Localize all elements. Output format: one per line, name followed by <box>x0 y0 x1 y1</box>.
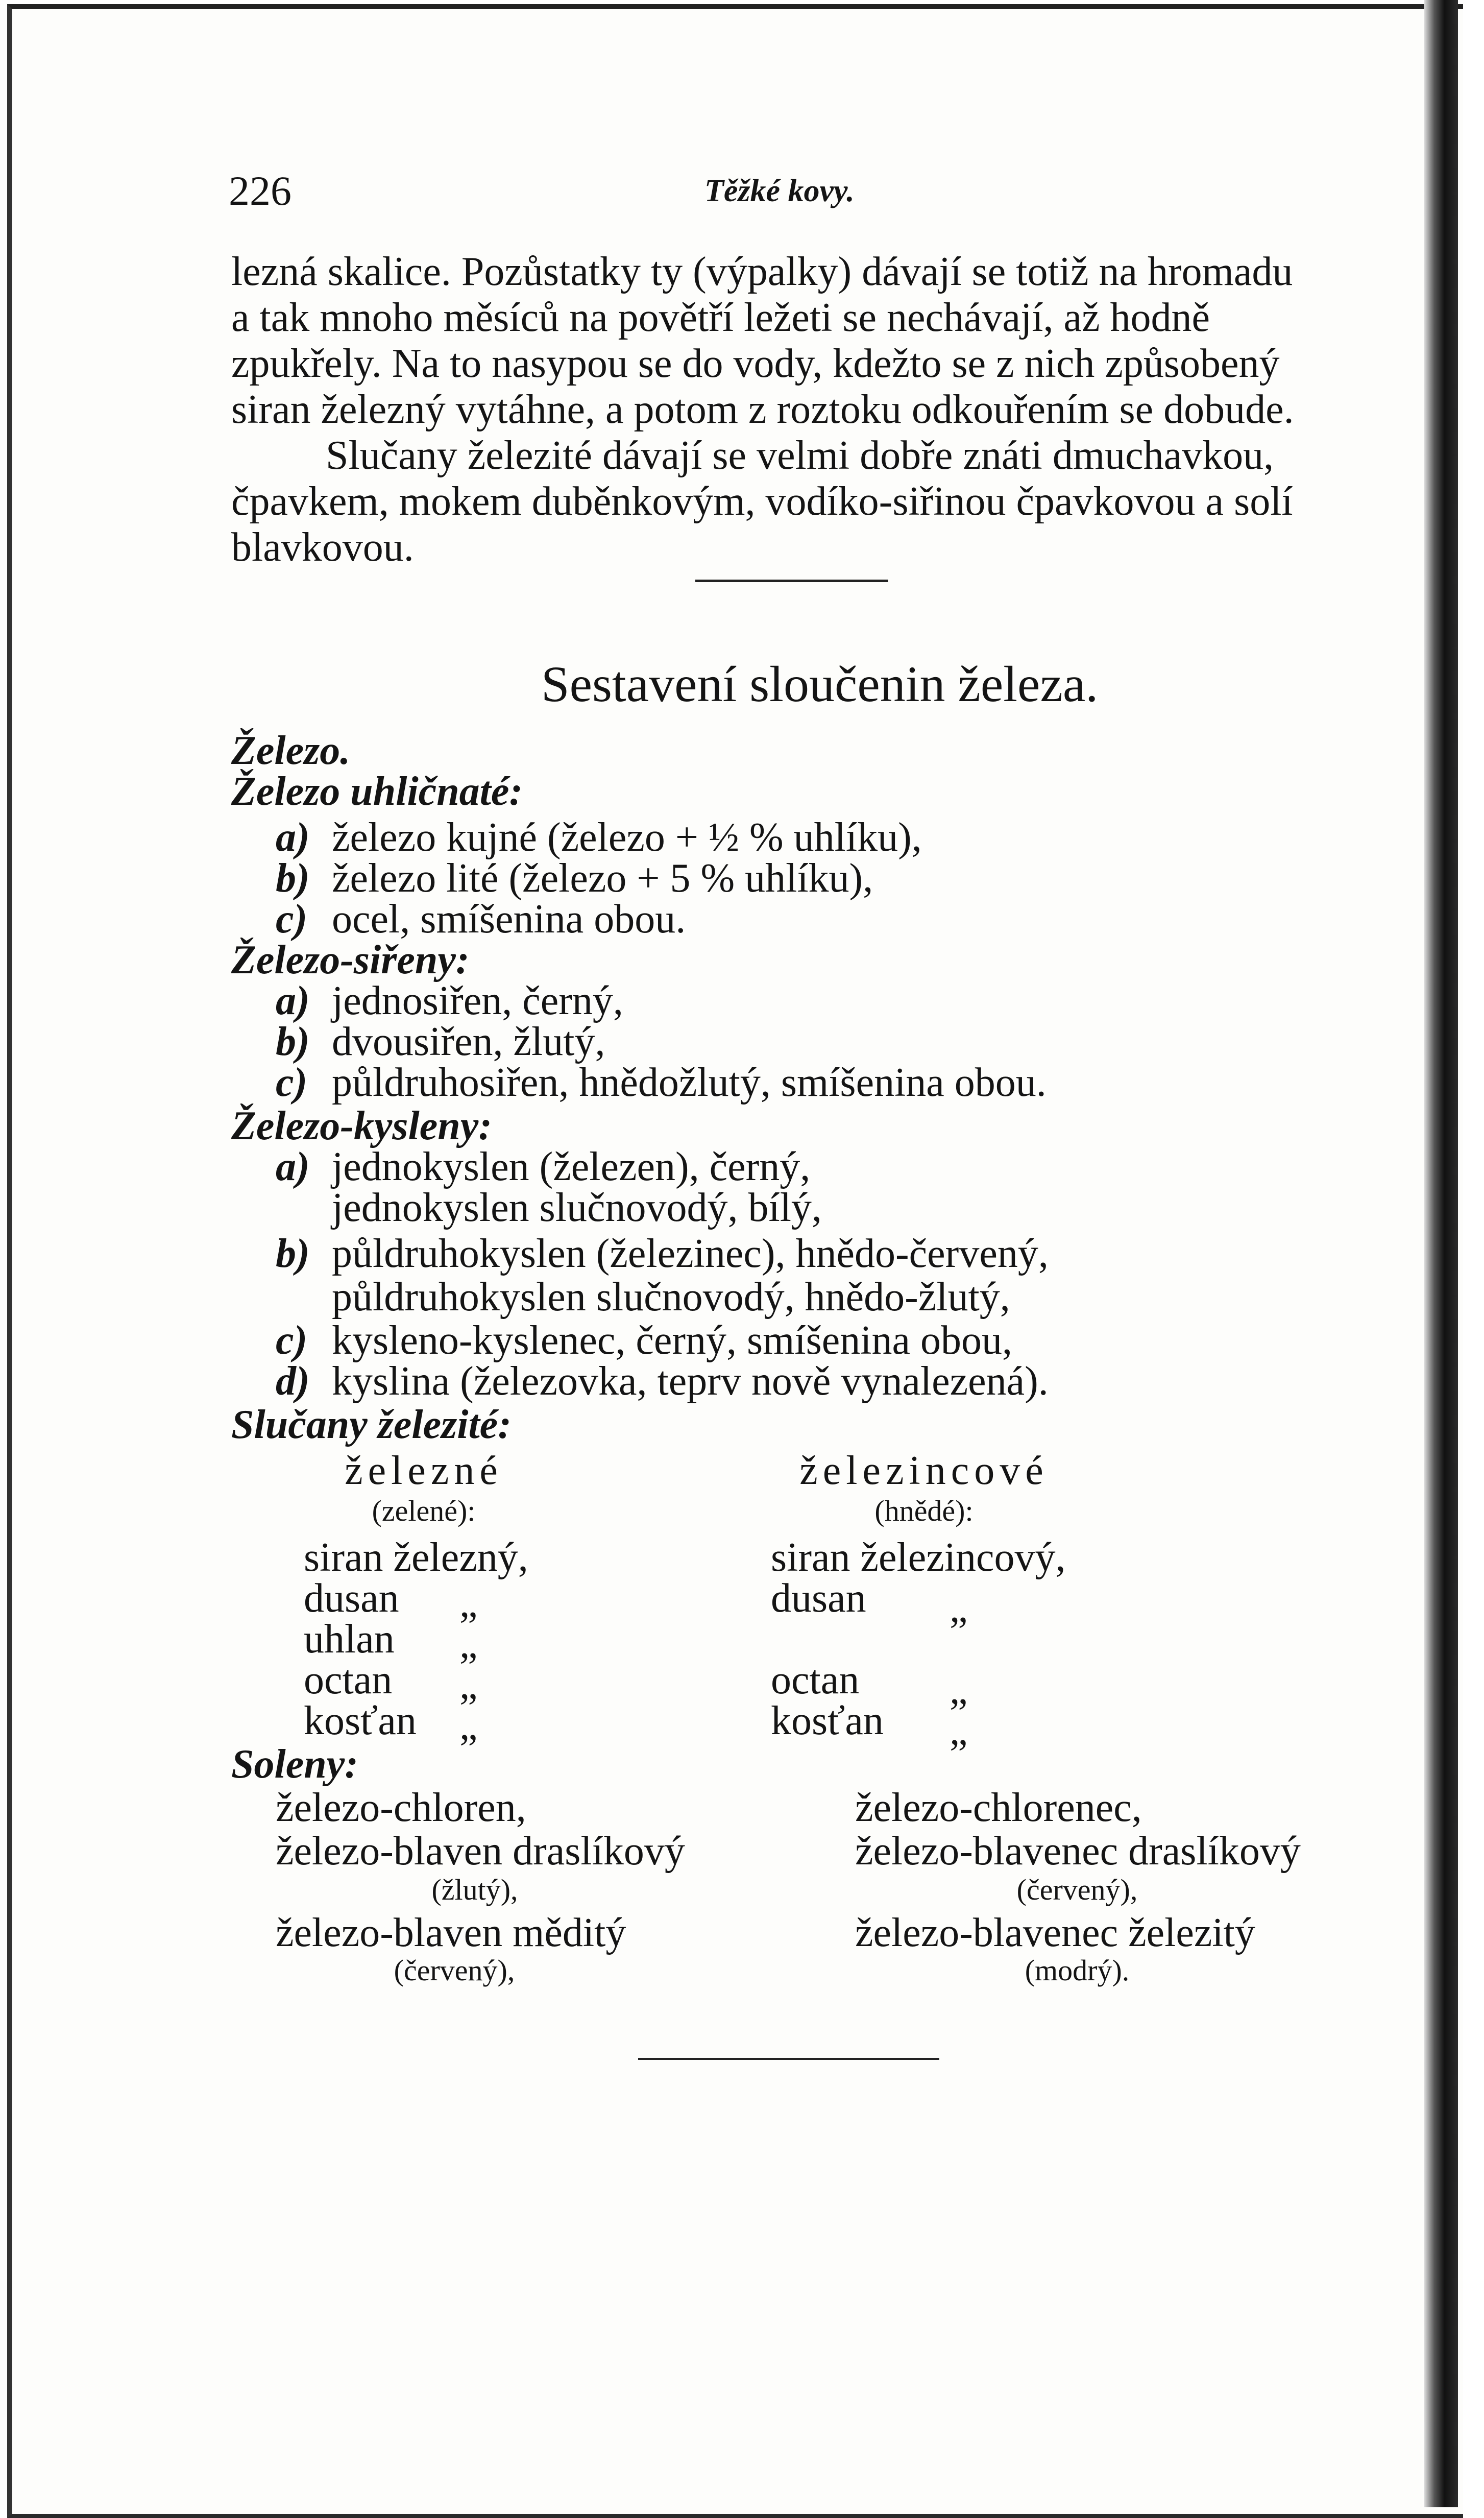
slucany-right-name: dusan <box>771 1576 866 1621</box>
slucany-right-name: octan <box>771 1658 860 1702</box>
soleny-right-line: (modrý). <box>1025 1954 1130 1987</box>
item-text: jednokyslen slučnovodý, bílý, <box>332 1185 822 1230</box>
item-text: půldruhokyslen (železinec), hnědo-červený, <box>332 1231 1049 1276</box>
item-text: jednokyslen (železen), černý, <box>332 1144 811 1189</box>
item-letter: a) <box>276 978 310 1023</box>
ditto-mark: „ <box>950 1709 968 1754</box>
soleny-right-line: železo-chlorenec, <box>855 1785 1142 1830</box>
slucany-left-title: železné <box>345 1448 503 1493</box>
soleny-left-line: železo-chloren, <box>276 1785 526 1830</box>
slucany-right-name: siran železincový, <box>771 1535 1066 1580</box>
intro-line: čpavkem, mokem duběnkovým, vodíko-siřinou čpavkovou a solí <box>231 479 1293 524</box>
item-letter: a) <box>276 1144 310 1189</box>
item-letter: c) <box>276 897 308 942</box>
slucany-left-name: kosťan <box>304 1698 417 1743</box>
ditto-mark: „ <box>459 1663 478 1708</box>
heading-soleny: Soleny: <box>231 1742 358 1787</box>
slucany-left-name: uhlan <box>304 1617 395 1662</box>
item-letter: b) <box>276 856 310 901</box>
item-letter: a) <box>276 815 310 860</box>
soleny-left-line: (červený), <box>394 1954 515 1987</box>
ditto-mark: „ <box>459 1704 478 1748</box>
item-text: železo lité (železo + 5 % uhlíku), <box>332 856 873 901</box>
slucany-left-subtitle: (zelené): <box>372 1494 476 1527</box>
item-letter: d) <box>276 1359 310 1404</box>
item-text: půldruhosiřen, hnědožlutý, smíšenina obou. <box>332 1060 1047 1105</box>
end-divider <box>638 2058 939 2060</box>
item-letter: c) <box>276 1318 308 1363</box>
slucany-right-name: kosťan <box>771 1698 884 1743</box>
item-text: jednosiřen, černý, <box>332 978 623 1023</box>
heading-kysleny: Železo-kysleny: <box>231 1104 492 1148</box>
item-text: kyslina (železovka, teprv nově vynalezená). <box>332 1359 1049 1404</box>
item-text: ocel, smíšenina obou. <box>332 897 686 942</box>
slucany-right-title: železincové <box>799 1448 1049 1493</box>
heading-sireny: Železo-siřeny: <box>231 938 470 982</box>
ditto-mark: „ <box>459 1581 478 1626</box>
page-number: 226 <box>229 167 291 214</box>
slucany-left-name: octan <box>304 1658 393 1702</box>
soleny-right-line: železo-blavenec draslíkový <box>855 1829 1301 1874</box>
item-letter: b) <box>276 1019 310 1064</box>
intro-line: a tak mnoho měsíců na povětří ležeti se nechávají, až hodně <box>231 295 1210 340</box>
soleny-left-line: (žlutý), <box>431 1873 518 1906</box>
heading-slucany: Slučany železité: <box>231 1402 512 1447</box>
item-text: půldruhokyslen slučnovodý, hnědo-žlutý, <box>332 1275 1010 1320</box>
intro-line: lezná skalice. Pozůstatky ty (výpalky) dávají se totiž na hromadu <box>231 249 1293 294</box>
soleny-left-line: železo-blaven draslíkový <box>276 1829 685 1874</box>
ditto-mark: „ <box>459 1622 478 1667</box>
item-letter: c) <box>276 1060 308 1105</box>
item-letter: b) <box>276 1231 310 1276</box>
slucany-left-name: siran železný, <box>304 1535 528 1580</box>
intro-line: Slučany železité dávají se velmi dobře znáti dmuchavkou, <box>326 433 1274 478</box>
soleny-right-line: železo-blavenec železitý <box>855 1910 1255 1955</box>
intro-line: siran železný vytáhne, a potom z roztoku odkouřením se dobude. <box>231 387 1294 432</box>
soleny-left-line: železo-blaven měditý <box>276 1910 626 1955</box>
heading-uhlicnate: Železo uhličnaté: <box>231 769 523 814</box>
section-title: Sestavení sloučenin železa. <box>541 656 1099 712</box>
book-spine-edge <box>1424 0 1458 2507</box>
intro-line: blavkovou. <box>231 525 414 570</box>
slucany-right-subtitle: (hnědé): <box>874 1494 974 1527</box>
item-text: kysleno-kyslenec, černý, smíšenina obou, <box>332 1318 1013 1363</box>
item-text: dvousiřen, žlutý, <box>332 1019 605 1064</box>
heading-zelezo: Železo. <box>231 728 351 773</box>
ditto-mark: „ <box>950 1668 968 1713</box>
slucany-left-name: dusan <box>304 1576 399 1621</box>
ditto-mark: „ <box>950 1586 968 1631</box>
item-text: železo kujné (železo + ½ % uhlíku), <box>332 815 922 860</box>
intro-line: zpukřely. Na to nasypou se do vody, kdežto se z nich způsobený <box>231 341 1280 386</box>
running-title: Těžké kovy. <box>704 174 855 208</box>
soleny-right-line: (červený), <box>1016 1873 1138 1906</box>
section-divider <box>695 580 888 582</box>
